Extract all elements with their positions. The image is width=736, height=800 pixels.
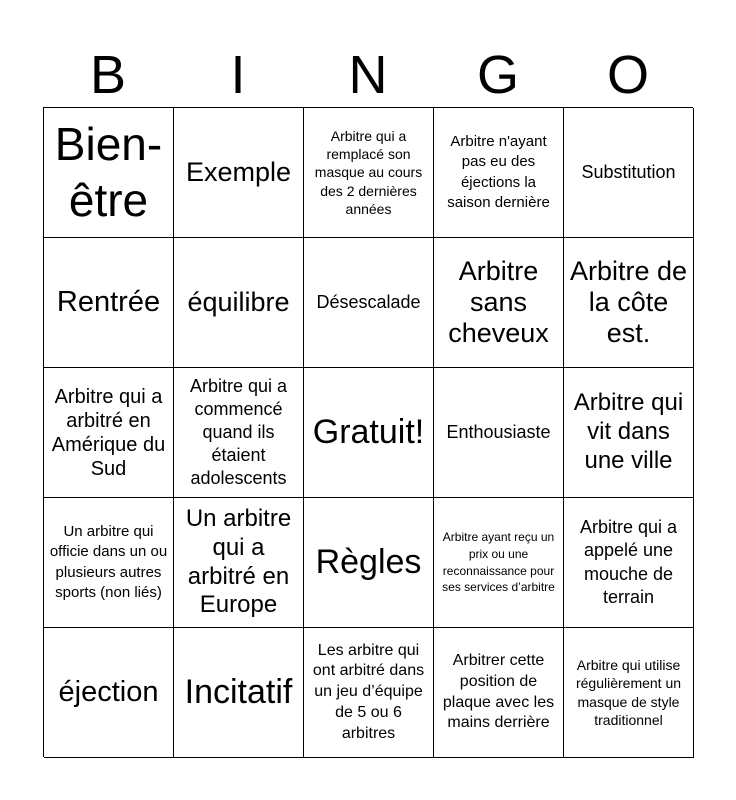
bingo-cell	[304, 628, 434, 758]
header-letter-i: I	[230, 45, 246, 105]
bingo-cell	[44, 498, 174, 628]
cell-text: Les arbitre qui ont arbitré dans un jeu d’équipe de 5 ou 6 arbitres	[312, 641, 425, 742]
bingo-cell	[304, 498, 434, 628]
cell-text: Arbitre ayant reçu un prix ou une reconnaissance pour ses services d’arbitre	[442, 529, 555, 595]
header-letter-n: N	[348, 45, 388, 105]
bingo-cell	[434, 628, 564, 758]
bingo-cell	[304, 368, 434, 498]
cell-text: Arbitre qui utilise régulièrement un masque de style traditionnel	[575, 657, 682, 728]
bingo-cell	[174, 498, 304, 628]
bingo-cell	[564, 108, 694, 238]
cell-text: Bien-être	[54, 118, 163, 226]
bingo-cell	[564, 628, 694, 758]
bingo-cell	[44, 108, 174, 238]
cell-text: Arbitre sans cheveux	[448, 255, 549, 349]
bingo-cell	[564, 498, 694, 628]
bingo-cell	[434, 238, 564, 368]
cell-text: Arbitre qui a arbitré en Amérique du Sud	[51, 385, 166, 480]
cell-text: Enthousiaste	[446, 421, 551, 442]
cell-text: Arbitre de la côte est.	[569, 255, 688, 349]
cell-text: Rentrée	[56, 286, 161, 319]
bingo-cell	[174, 628, 304, 758]
cell-text: Un arbitre qui officie dans un ou plusieurs autres sports (non liés)	[49, 523, 168, 601]
cell-text: Arbitre qui a appelé une mouche de terrain	[579, 517, 678, 607]
header-letter-b: B	[89, 45, 127, 105]
cell-text: Arbitrer cette position de plaque avec les mains derrière	[442, 651, 555, 732]
header-letter-o: O	[606, 45, 649, 105]
bingo-cell	[434, 368, 564, 498]
header-letter-g: G	[476, 45, 519, 105]
cell-text: Arbitre qui a commencé quand ils étaient adolescents	[189, 375, 288, 489]
cell-text: Règles	[315, 543, 422, 582]
cell-text: Arbitre qui a remplacé son masque au cours des 2 dernières années	[314, 128, 423, 217]
cell-text: Incitatif	[184, 673, 293, 712]
bingo-cell	[564, 368, 694, 498]
cell-text: Exemple	[185, 156, 292, 187]
bingo-cell	[304, 238, 434, 368]
bingo-cell	[174, 238, 304, 368]
bingo-cell	[304, 108, 434, 238]
cell-text: Arbitre n'ayant pas eu des éjections la saison dernière	[447, 133, 550, 211]
bingo-header	[43, 42, 693, 108]
bingo-cell	[44, 368, 174, 498]
cell-text: Un arbitre qui a arbitré en Europe	[185, 504, 292, 619]
cell-text: équilibre	[187, 286, 290, 317]
cell-text: Arbitre qui vit dans une ville	[573, 389, 684, 474]
bingo-card	[43, 107, 693, 757]
bingo-cell	[44, 238, 174, 368]
bingo-cell	[174, 108, 304, 238]
cell-text: éjection	[58, 676, 159, 709]
bingo-cell	[44, 628, 174, 758]
bingo-cell	[434, 498, 564, 628]
cell-text: Désescalade	[316, 291, 421, 312]
cell-text: Gratuit!	[312, 413, 425, 452]
bingo-cell	[174, 368, 304, 498]
bingo-cell	[434, 108, 564, 238]
cell-text: Substitution	[581, 161, 676, 182]
bingo-cell	[564, 238, 694, 368]
